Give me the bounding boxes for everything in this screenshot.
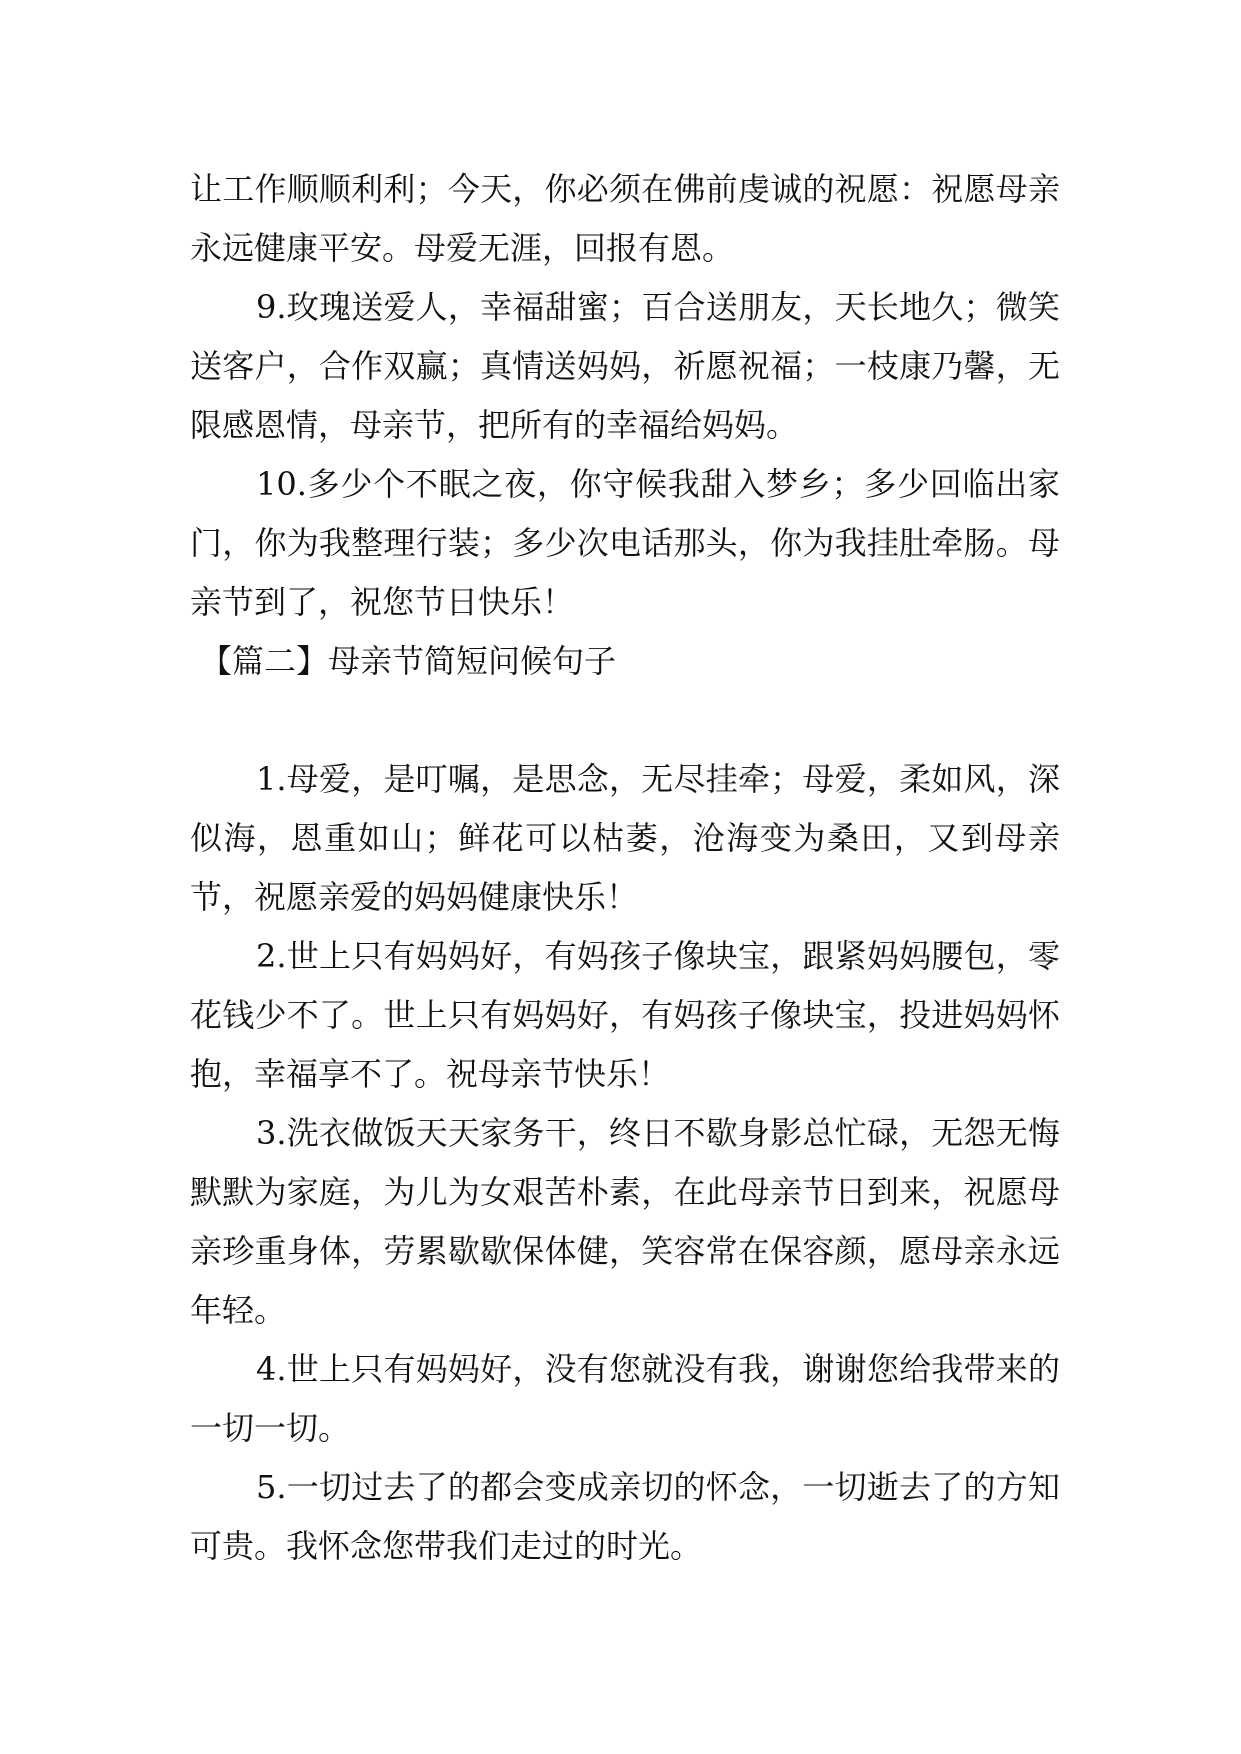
list-item-9: 9.玫瑰送爱人，幸福甜蜜；百合送朋友，天长地久；微笑送客户，合作双赢；真情送妈妈，祈愿祝福；一枝康乃馨，无限感恩情，母亲节，把所有的幸福给妈妈。 <box>190 288 1060 444</box>
list-item-1: 1.母爱，是叮嘱，是思念，无尽挂牵；母爱，柔如风，深似海，恩重如山；鲜花可以枯萎，沧海变为桑田，又到母亲节，祝愿亲爱的妈妈健康快乐！ <box>190 760 1060 916</box>
list-item-5: 5.一切过去了的都会变成亲切的怀念，一切逝去了的方知可贵。我怀念您带我们走过的时光。 <box>190 1468 1060 1565</box>
blank-line <box>190 691 1060 750</box>
list-item-10: 10.多少个不眠之夜，你守候我甜入梦乡；多少回临出家门，你为我整理行装；多少次电话那头，你为我挂肚牵肠。母亲节到了，祝您节日快乐！ <box>190 465 1060 621</box>
document-body <box>190 160 1060 1576</box>
list-item-3: 3.洗衣做饭天天家务干，终日不歇身影总忙碌，无怨无悔默默为家庭，为儿为女艰苦朴素，在此母亲节日到来，祝愿母亲珍重身体，劳累歇歇保体健，笑容常在保容颜，愿母亲永远年轻。 <box>190 1114 1060 1329</box>
list-item-2: 2.世上只有妈妈好，有妈孩子像块宝，跟紧妈妈腰包，零花钱少不了。世上只有妈妈好，有妈孩子像块宝，投进妈妈怀抱，幸福享不了。祝母亲节快乐！ <box>190 937 1060 1093</box>
list-item-4: 4.世上只有妈妈好，没有您就没有我，谢谢您给我带来的一切一切。 <box>190 1350 1060 1447</box>
paragraph-continuation: 让工作顺顺利利；今天，你必须在佛前虔诚的祝愿：祝愿母亲永远健康平安。母爱无涯，回报有恩。 <box>190 170 1060 267</box>
section-heading: 【篇二】母亲节简短问候句子 <box>200 642 617 680</box>
